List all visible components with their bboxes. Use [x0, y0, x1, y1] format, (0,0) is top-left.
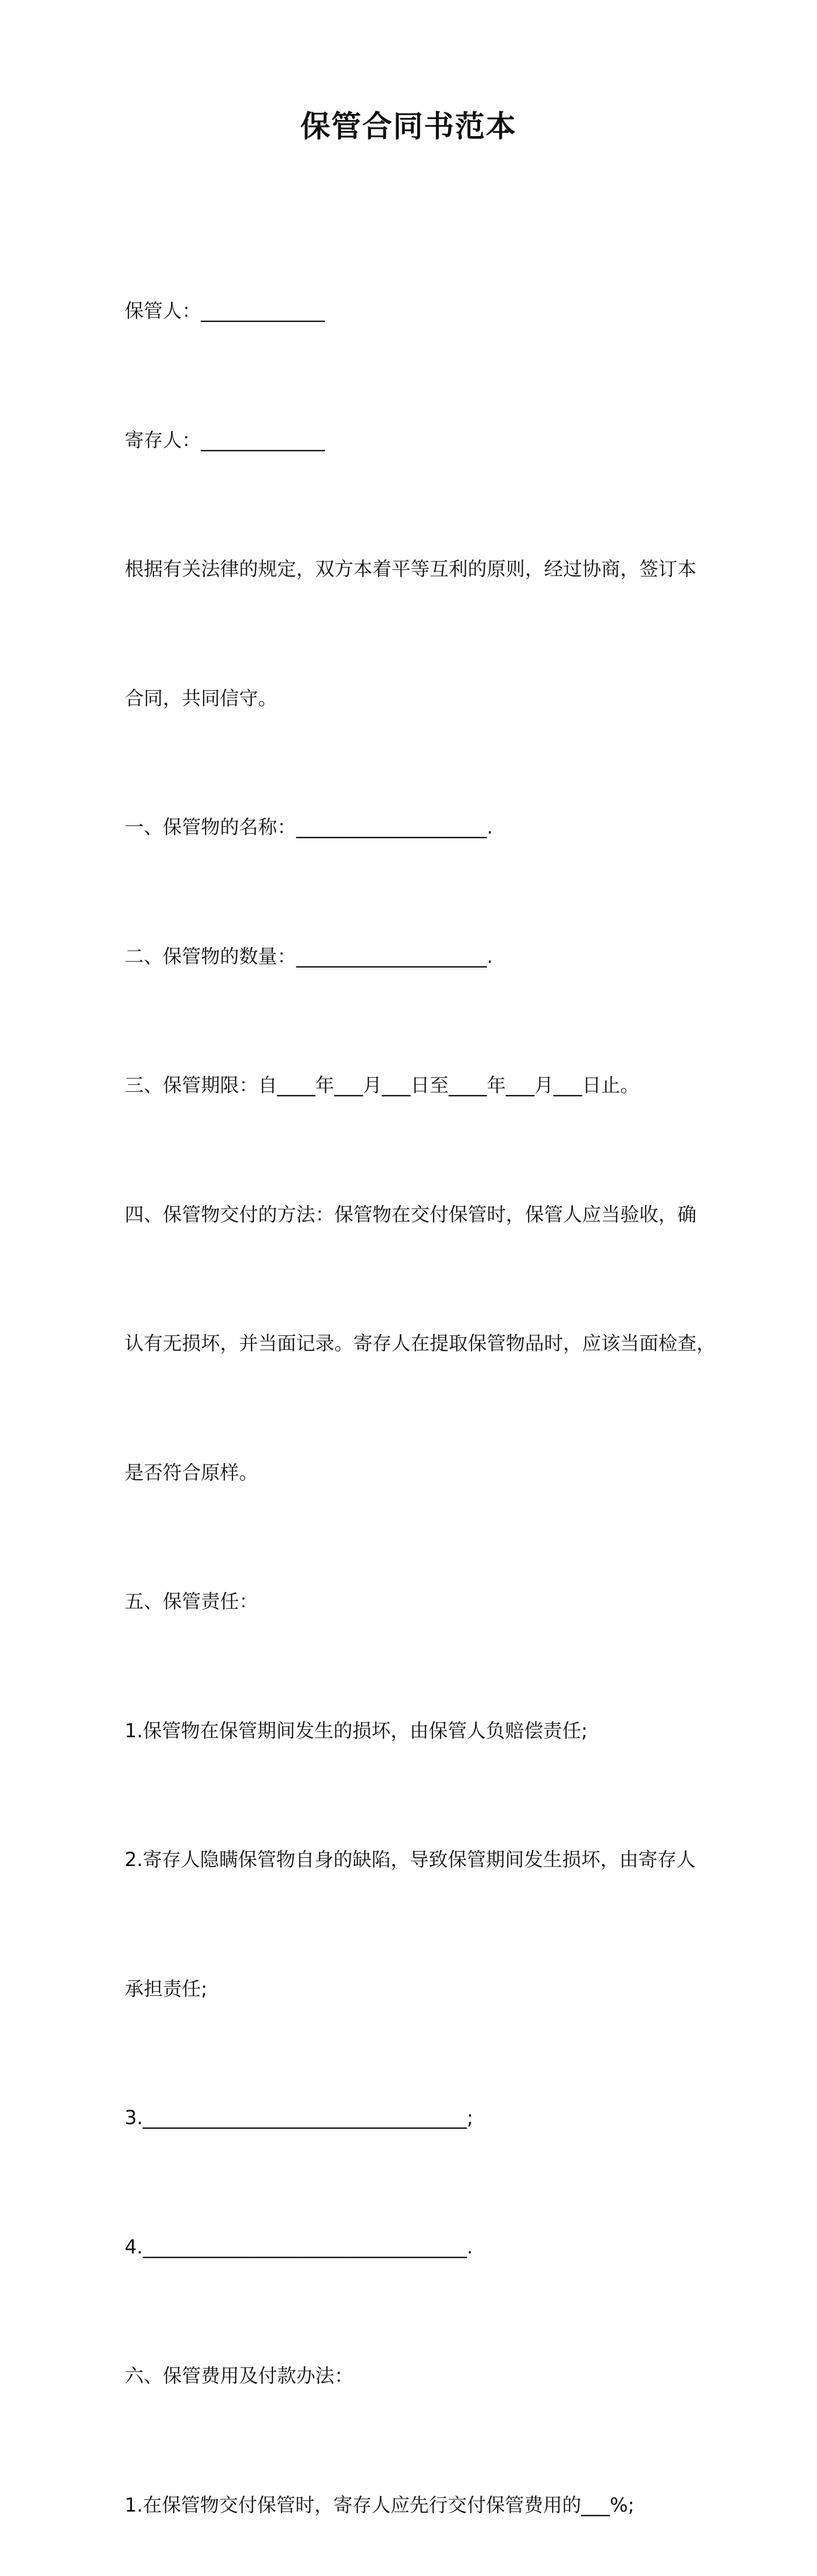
custodian-line: 保管人：_____________ — [125, 300, 325, 322]
clause-5-item-2-line-1: 2.寄存人隐瞒保管物自身的缺陷，导致保管期间发生损坏，由寄存人 — [125, 1849, 696, 1871]
clause-5-heading: 五、保管责任： — [125, 1590, 258, 1613]
clause-4-delivery-method-line-2: 认有无损坏，并当面记录。寄存人在提取保管物品时，应该当面检查， — [125, 1332, 716, 1354]
clause-6-item-1: 1.在保管物交付保管时，寄存人应先行交付保管费用的___%; — [125, 2494, 635, 2516]
clause-5-item-3: 3.__________________________________; — [125, 2107, 473, 2129]
clause-6-heading: 六、保管费用及付款办法： — [125, 2365, 353, 2387]
document-title: 保管合同书范本 — [300, 109, 517, 144]
clause-4-delivery-method-line-1: 四、保管物交付的方法：保管物在交付保管时，保管人应当验收，确 — [125, 1203, 696, 1226]
intro-paragraph-line-1: 根据有关法律的规定，双方本着平等互利的原则，经过协商，签订本 — [125, 558, 696, 580]
depositor-line: 寄存人：_____________ — [125, 429, 325, 451]
contract-body — [125, 204, 716, 2576]
intro-paragraph-line-2: 合同，共同信守。 — [125, 687, 277, 709]
clause-4-delivery-method-line-3: 是否符合原样。 — [125, 1461, 258, 1484]
clause-5-item-4: 4.__________________________________. — [125, 2235, 473, 2258]
clause-3-storage-period: 三、保管期限：自____年___月___日至____年___月___日止。 — [125, 1074, 639, 1096]
clause-2-item-quantity: 二、保管物的数量：____________________. — [125, 945, 493, 968]
clause-5-item-1: 1.保管物在保管期间发生的损坏，由保管人负赔偿责任; — [125, 1719, 588, 1742]
clause-5-item-2-line-2: 承担责任; — [125, 1977, 208, 2000]
clause-1-item-name: 一、保管物的名称：____________________. — [125, 816, 493, 838]
